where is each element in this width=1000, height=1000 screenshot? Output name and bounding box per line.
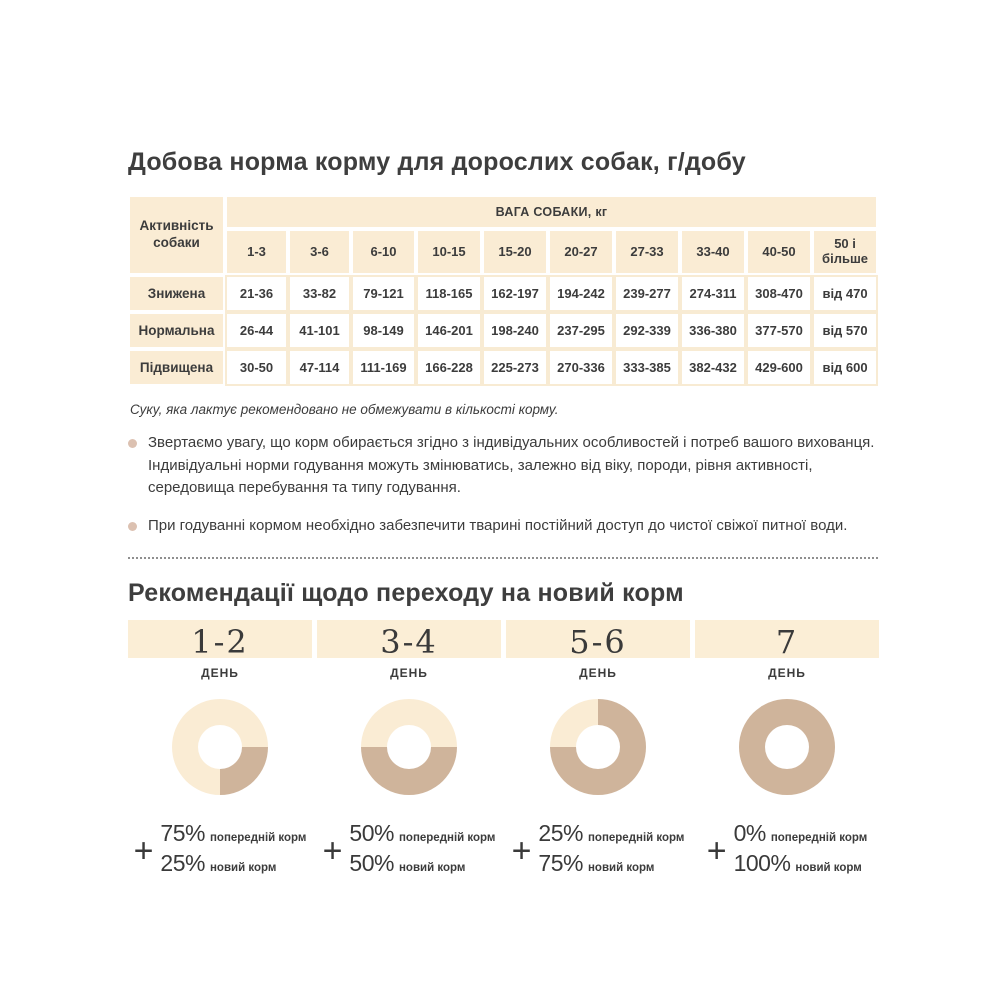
value-cell: від 600	[812, 349, 878, 386]
weight-column-header: 3-6	[288, 229, 351, 275]
plus-icon: +	[511, 832, 532, 870]
value-cell: 146-201	[416, 312, 482, 349]
value-cell: 111-169	[351, 349, 416, 386]
weight-column-header: 40-50	[746, 229, 812, 275]
value-cell: від 470	[812, 275, 878, 312]
weight-column-header: 15-20	[482, 229, 548, 275]
value-cell: 33-82	[288, 275, 351, 312]
percentage-lines	[734, 821, 868, 881]
activity-cell: Нормальна	[128, 312, 225, 349]
new-food-line	[734, 851, 868, 881]
previous-food-label: попередній корм	[209, 832, 307, 844]
weight-column-header: 1-3	[225, 229, 288, 275]
day-number: 5-6	[569, 623, 627, 661]
percentage-block	[512, 821, 685, 881]
percentage-block	[323, 821, 496, 881]
note-text: При годуванні кормом необхідно забезпечити тварині постійний доступ до чистої свіжої питної води.	[148, 516, 848, 534]
new-food-percent: 75%	[538, 850, 583, 876]
plus-icon: +	[706, 832, 727, 870]
day-band	[128, 620, 312, 661]
value-cell: 118-165	[416, 275, 482, 312]
value-cell: 30-50	[225, 349, 288, 386]
dotted-divider	[128, 557, 878, 559]
previous-food-percent: 50%	[349, 820, 394, 846]
value-cell: 98-149	[351, 312, 416, 349]
transition-step	[317, 620, 501, 881]
percentage-block	[707, 821, 868, 881]
value-cell: 162-197	[482, 275, 548, 312]
value-cell: 47-114	[288, 349, 351, 386]
bullet-dot-icon	[128, 522, 137, 531]
value-cell: 237-295	[548, 312, 614, 349]
new-food-line	[349, 851, 495, 881]
transition-step	[128, 620, 312, 881]
value-cell: 41-101	[288, 312, 351, 349]
value-cell: 333-385	[614, 349, 680, 386]
value-cell: 274-311	[680, 275, 746, 312]
transition-donut-chart	[550, 699, 646, 795]
new-food-line	[538, 851, 684, 881]
transition-row	[128, 620, 878, 881]
day-band	[317, 620, 501, 661]
transition-step	[695, 620, 879, 881]
day-number: 3-4	[380, 623, 438, 661]
feeding-table	[128, 195, 878, 386]
percentage-lines	[349, 821, 495, 881]
day-label: ДЕНЬ	[768, 666, 806, 680]
new-food-label: новий корм	[209, 862, 277, 874]
day-label: ДЕНЬ	[201, 666, 239, 680]
new-food-percent: 25%	[160, 850, 205, 876]
previous-food-label: попередній корм	[398, 832, 496, 844]
value-cell: 225-273	[482, 349, 548, 386]
new-food-percent: 100%	[733, 850, 791, 876]
transition-donut-chart	[361, 699, 457, 795]
value-cell: 21-36	[225, 275, 288, 312]
day-band	[506, 620, 690, 661]
plus-icon: +	[322, 832, 343, 870]
plus-icon: +	[133, 832, 154, 870]
previous-food-line	[160, 821, 306, 851]
previous-food-percent: 25%	[538, 820, 583, 846]
value-cell: 308-470	[746, 275, 812, 312]
corner-header-cell: Активність собаки	[128, 195, 225, 275]
transition-donut-chart	[172, 699, 268, 795]
transition-donut-chart	[739, 699, 835, 795]
table-header-row	[128, 195, 878, 229]
new-food-percent: 50%	[349, 850, 394, 876]
value-cell: 292-339	[614, 312, 680, 349]
previous-food-line	[734, 821, 868, 851]
note-individual-needs	[128, 432, 878, 500]
previous-food-percent: 75%	[160, 820, 205, 846]
value-cell: 429-600	[746, 349, 812, 386]
value-cell: від 570	[812, 312, 878, 349]
day-number: 1-2	[191, 623, 249, 661]
activity-cell: Підвищена	[128, 349, 225, 386]
value-cell: 270-336	[548, 349, 614, 386]
transition-section-title: Рекомендації щодо переходу на новий корм	[128, 579, 684, 607]
value-cell: 194-242	[548, 275, 614, 312]
bullet-dot-icon	[128, 439, 137, 448]
note-fresh-water	[128, 515, 878, 538]
previous-food-label: попередній корм	[770, 832, 868, 844]
value-cell: 377-570	[746, 312, 812, 349]
weight-column-header: 10-15	[416, 229, 482, 275]
table-row	[128, 349, 878, 386]
weight-column-header: 33-40	[680, 229, 746, 275]
new-food-label: новий корм	[587, 862, 655, 874]
activity-cell: Знижена	[128, 275, 225, 312]
value-cell: 198-240	[482, 312, 548, 349]
day-label: ДЕНЬ	[579, 666, 617, 680]
value-cell: 382-432	[680, 349, 746, 386]
previous-food-label: попередній корм	[587, 832, 685, 844]
lactating-note: Суку, яка лактує рекомендовано не обмежувати в кількості корму.	[130, 402, 559, 417]
day-label: ДЕНЬ	[390, 666, 428, 680]
previous-food-line	[538, 821, 684, 851]
weight-column-header: 27-33	[614, 229, 680, 275]
day-band	[695, 620, 879, 661]
weight-column-header: 6-10	[351, 229, 416, 275]
previous-food-percent: 0%	[733, 820, 766, 846]
value-cell: 79-121	[351, 275, 416, 312]
table-row	[128, 275, 878, 312]
note-text: Звертаємо увагу, що корм обирається згідно з індивідуальних особливостей і потреб вашого вихованця. Індивідуальні норми годування можуть змінюватись, залежно від віку, породи, рівня активності, середовища перебування та типу годування.	[148, 434, 875, 496]
transition-step	[506, 620, 690, 881]
weight-group-header-cell: ВАГА СОБАКИ, кг	[225, 195, 878, 229]
value-cell: 239-277	[614, 275, 680, 312]
new-food-line	[160, 851, 306, 881]
new-food-label: новий корм	[398, 862, 466, 874]
value-cell: 166-228	[416, 349, 482, 386]
weight-column-header: 20-27	[548, 229, 614, 275]
table-subheader-row	[128, 229, 878, 275]
new-food-label: новий корм	[795, 862, 862, 874]
page-title: Добова норма корму для дорослих собак, г/добу	[128, 148, 746, 176]
value-cell: 26-44	[225, 312, 288, 349]
weight-column-header: 50 і більше	[812, 229, 878, 275]
percentage-block	[134, 821, 307, 881]
percentage-lines	[160, 821, 306, 881]
percentage-lines	[538, 821, 684, 881]
value-cell: 336-380	[680, 312, 746, 349]
previous-food-line	[349, 821, 495, 851]
table-row	[128, 312, 878, 349]
day-number: 7	[775, 623, 799, 661]
